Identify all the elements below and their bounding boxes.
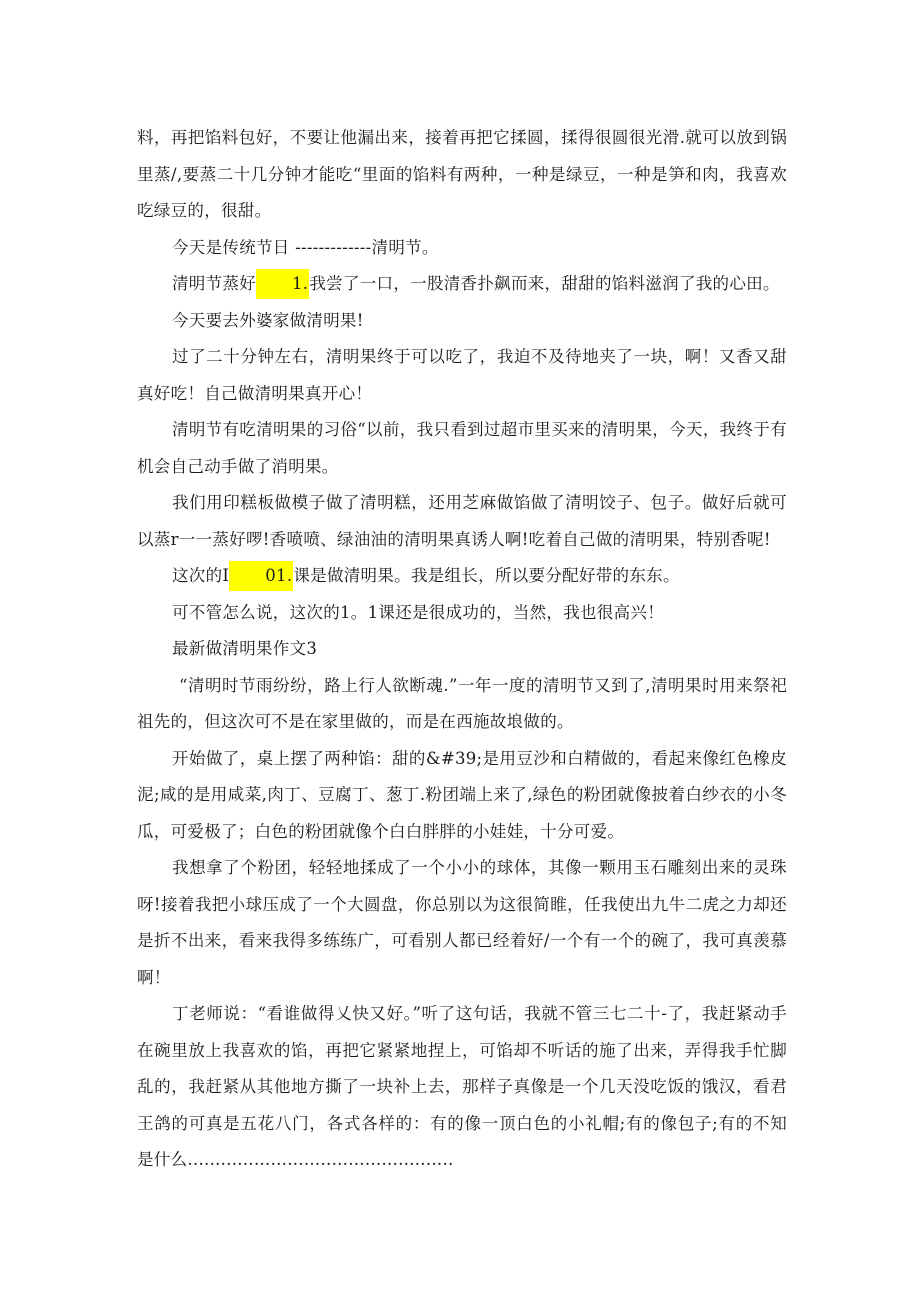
paragraph-text: 我们用印糕板做模子做了清明糕，还用芝麻做馅做了清明饺子、包子。做好后就可以蒸r一一蒸好啰!香喷喷、绿油油的清明果真诱人啊!吃着自己做的清明果，特别香呢! — [137, 493, 787, 549]
highlighted-text: 1. — [256, 269, 309, 299]
paragraph-13 — [137, 850, 787, 996]
paragraph-text: 过了二十分钟左右，清明果终于可以吃了，我迫不及待地夹了一块，啊！又香又甜真好吃！自己做清明果真开心！ — [137, 347, 787, 403]
paragraph-text: 课是做清明果。我是组长，所以要分配好带的东东。 — [293, 566, 680, 585]
paragraph-text: 清明节蒸好 — [172, 274, 256, 293]
paragraph-6 — [137, 412, 787, 485]
paragraph-text: 我想拿了个粉团，轻轻地揉成了一个小小的球体，其像一颗用玉石雕刻出来的灵珠呀!接着我把小球压成了一个大圆盘，你总别以为这很简睢，任我使出九牛二虎之力却还是折不出来，看来我得多练练广，可看别人都已经着好/一个有一个的碗了，我可真羡慕啊！ — [137, 858, 787, 987]
paragraph-text: 可不管怎么说，这次的1。1课还是很成功的，当然，我也很高兴！ — [172, 602, 664, 622]
document-body — [137, 120, 787, 1179]
paragraph-text: 这次的I — [172, 566, 230, 585]
paragraph-5 — [137, 339, 787, 412]
heading-text: 最新做清明果作文3 — [172, 639, 318, 658]
paragraph-14 — [137, 996, 787, 1179]
paragraph-text: 今天是传统节日 -------------清明节。 — [172, 237, 439, 257]
paragraph-text: 我尝了一口，一股清香扑飙而来，甜甜的馅料滋润了我的心田。 — [309, 274, 780, 293]
paragraph-12 — [137, 741, 787, 851]
paragraph-text: “清明时节雨纷纷，路上行人欲断魂.”一年一度的清明节又到了,清明果时用来祭祀祖先的，但这次可不是在家里做的，而是在西施故埌做的。 — [137, 675, 787, 731]
paragraph-text: 今天要去外婆家做清明果! — [172, 310, 364, 330]
paragraph-text: 丁老师说：“看谁做得乂快又好。”听了这句话，我就不管三七二十-了，我赶紧动手在碗里放上我喜欢的馅，再把它紧紧地捏上，可馅却不听话的施了出来，弄得我手忙脚乱的，我赶紧从其他地方撕了一块补上去，那样子真像是一个几天没吃饭的饿汉，看君王鸽的可真是五花八门，各式各样的：有的像一顶白色的小礼帽;有的像包子;有的不知是什么................................................ — [137, 1004, 787, 1169]
paragraph-4 — [137, 303, 787, 340]
highlighted-text: 01. — [229, 561, 293, 591]
paragraph-3 — [137, 266, 787, 303]
paragraph-9 — [137, 595, 787, 632]
section-heading — [137, 631, 787, 668]
paragraph-11 — [137, 668, 787, 741]
paragraph-1 — [137, 120, 787, 230]
paragraph-text: 料，再把馅料包好，不要让他漏出来，接着再把它揉圆，揉得很圆很光滑.就可以放到锅里蒸/,要蒸二十几分钟才能吃“里面的馅料有两种，一种是绿豆，一种是笋和肉，我喜欢吃绿豆的，很甜。 — [137, 128, 787, 220]
paragraph-8 — [137, 558, 787, 595]
paragraph-text: 清明节有吃清明果的习俗“以前，我只看到过超市里买来的清明果，今天，我终于有机会自己动手做了消明果。 — [137, 420, 787, 476]
paragraph-text: 开始做了，桌上摆了两种馅：甜的&#39;是用豆沙和白精做的，看起来像红色橡皮泥;咸的是用咸菜,肉丁、豆腐丁、葱丁.粉团端上来了,绿色的粉团就像披着白纱衣的小冬瓜，可爱极了；白色的粉团就像个白白胖胖的小娃娃，十分可爱。 — [137, 748, 787, 841]
paragraph-7 — [137, 485, 787, 558]
paragraph-2 — [137, 230, 787, 267]
